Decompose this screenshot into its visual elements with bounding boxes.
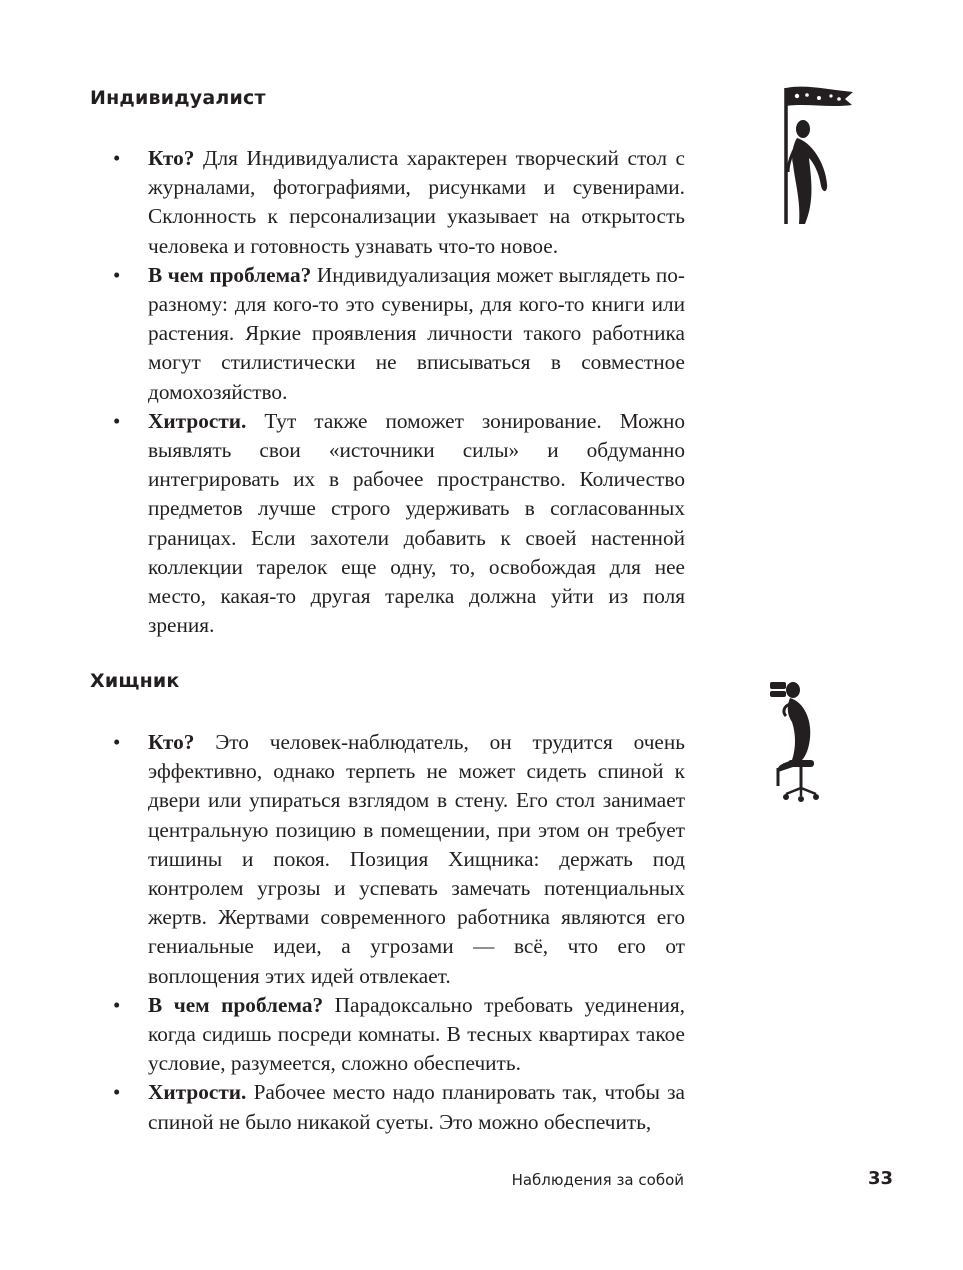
bullet-list-individualist <box>113 144 685 640</box>
running-title: Наблюдения за собой <box>511 1171 684 1189</box>
bullet-list-predator <box>113 728 685 1137</box>
flag-bearer-figure-icon <box>775 82 857 230</box>
section-heading-individualist: Индивидуалист <box>90 87 266 109</box>
list-item <box>113 1078 685 1136</box>
item-label: Кто? <box>148 730 195 754</box>
item-text: Это человек-наблюдатель, он трудится очень эффективно, однако терпеть не может сидеть спиной к двери или упираться взглядом в стену. Его стол занимает центральную позицию в помещении, при этом он требует тишины и покоя. Позиция Хищника: держать под контролем угрозы и успевать замечать потенциальных жертв. Жертвами современного работника являются его гениальные идеи, а угрозами — всё, что его от воплощения этих идей отвлекает. <box>148 730 685 988</box>
item-label: В чем проблема? <box>148 262 312 287</box>
item-text: Для Индивидуалиста характерен творческий стол с журналами, фотографиями, рисунками и сувенирами. Склонность к персонализации указывает на открытость человека и готовность узнавать что-то новое. <box>148 146 685 258</box>
page-number: 33 <box>868 1168 894 1189</box>
list-item <box>113 407 685 641</box>
list-item <box>113 728 685 991</box>
section-heading-predator: Хищник <box>90 670 180 692</box>
item-label: В чем проблема? <box>148 992 324 1017</box>
item-text: Индивидуализация может выглядеть по-разному: для кого-то это сувениры, для кого-то книги или растения. Яркие проявления личности такого работника могут стилистически не вписываться в совместное домохозяйство. <box>148 262 686 404</box>
item-text: Тут также поможет зонирование. Можно выявлять свои «источники силы» и обдуманно интегрировать их в рабочее пространство. Количество предметов лучше строго удерживать в согласованных границах. Если захотели добавить к своей настенной коллекции тарелок еще одну, то, освобождая для нее место, какая-то другая тарелка должна уйти из поля зрения. <box>148 408 685 638</box>
binoculars-chair-figure-icon <box>766 676 830 808</box>
list-item <box>113 144 685 261</box>
list-item <box>113 991 685 1079</box>
item-text: Рабочее место надо планировать так, чтобы за спиной не было никакой суеты. Это можно обеспечить, <box>148 1080 685 1134</box>
item-text: Парадоксально требовать уединения, когда сидишь посреди комнаты. В тесных квартирах такое условие, разумеется, сложно обеспечить. <box>148 992 685 1076</box>
item-label: Хитрости. <box>148 408 247 433</box>
list-item <box>113 261 685 407</box>
item-label: Кто? <box>148 146 195 170</box>
item-label: Хитрости. <box>148 1080 247 1105</box>
